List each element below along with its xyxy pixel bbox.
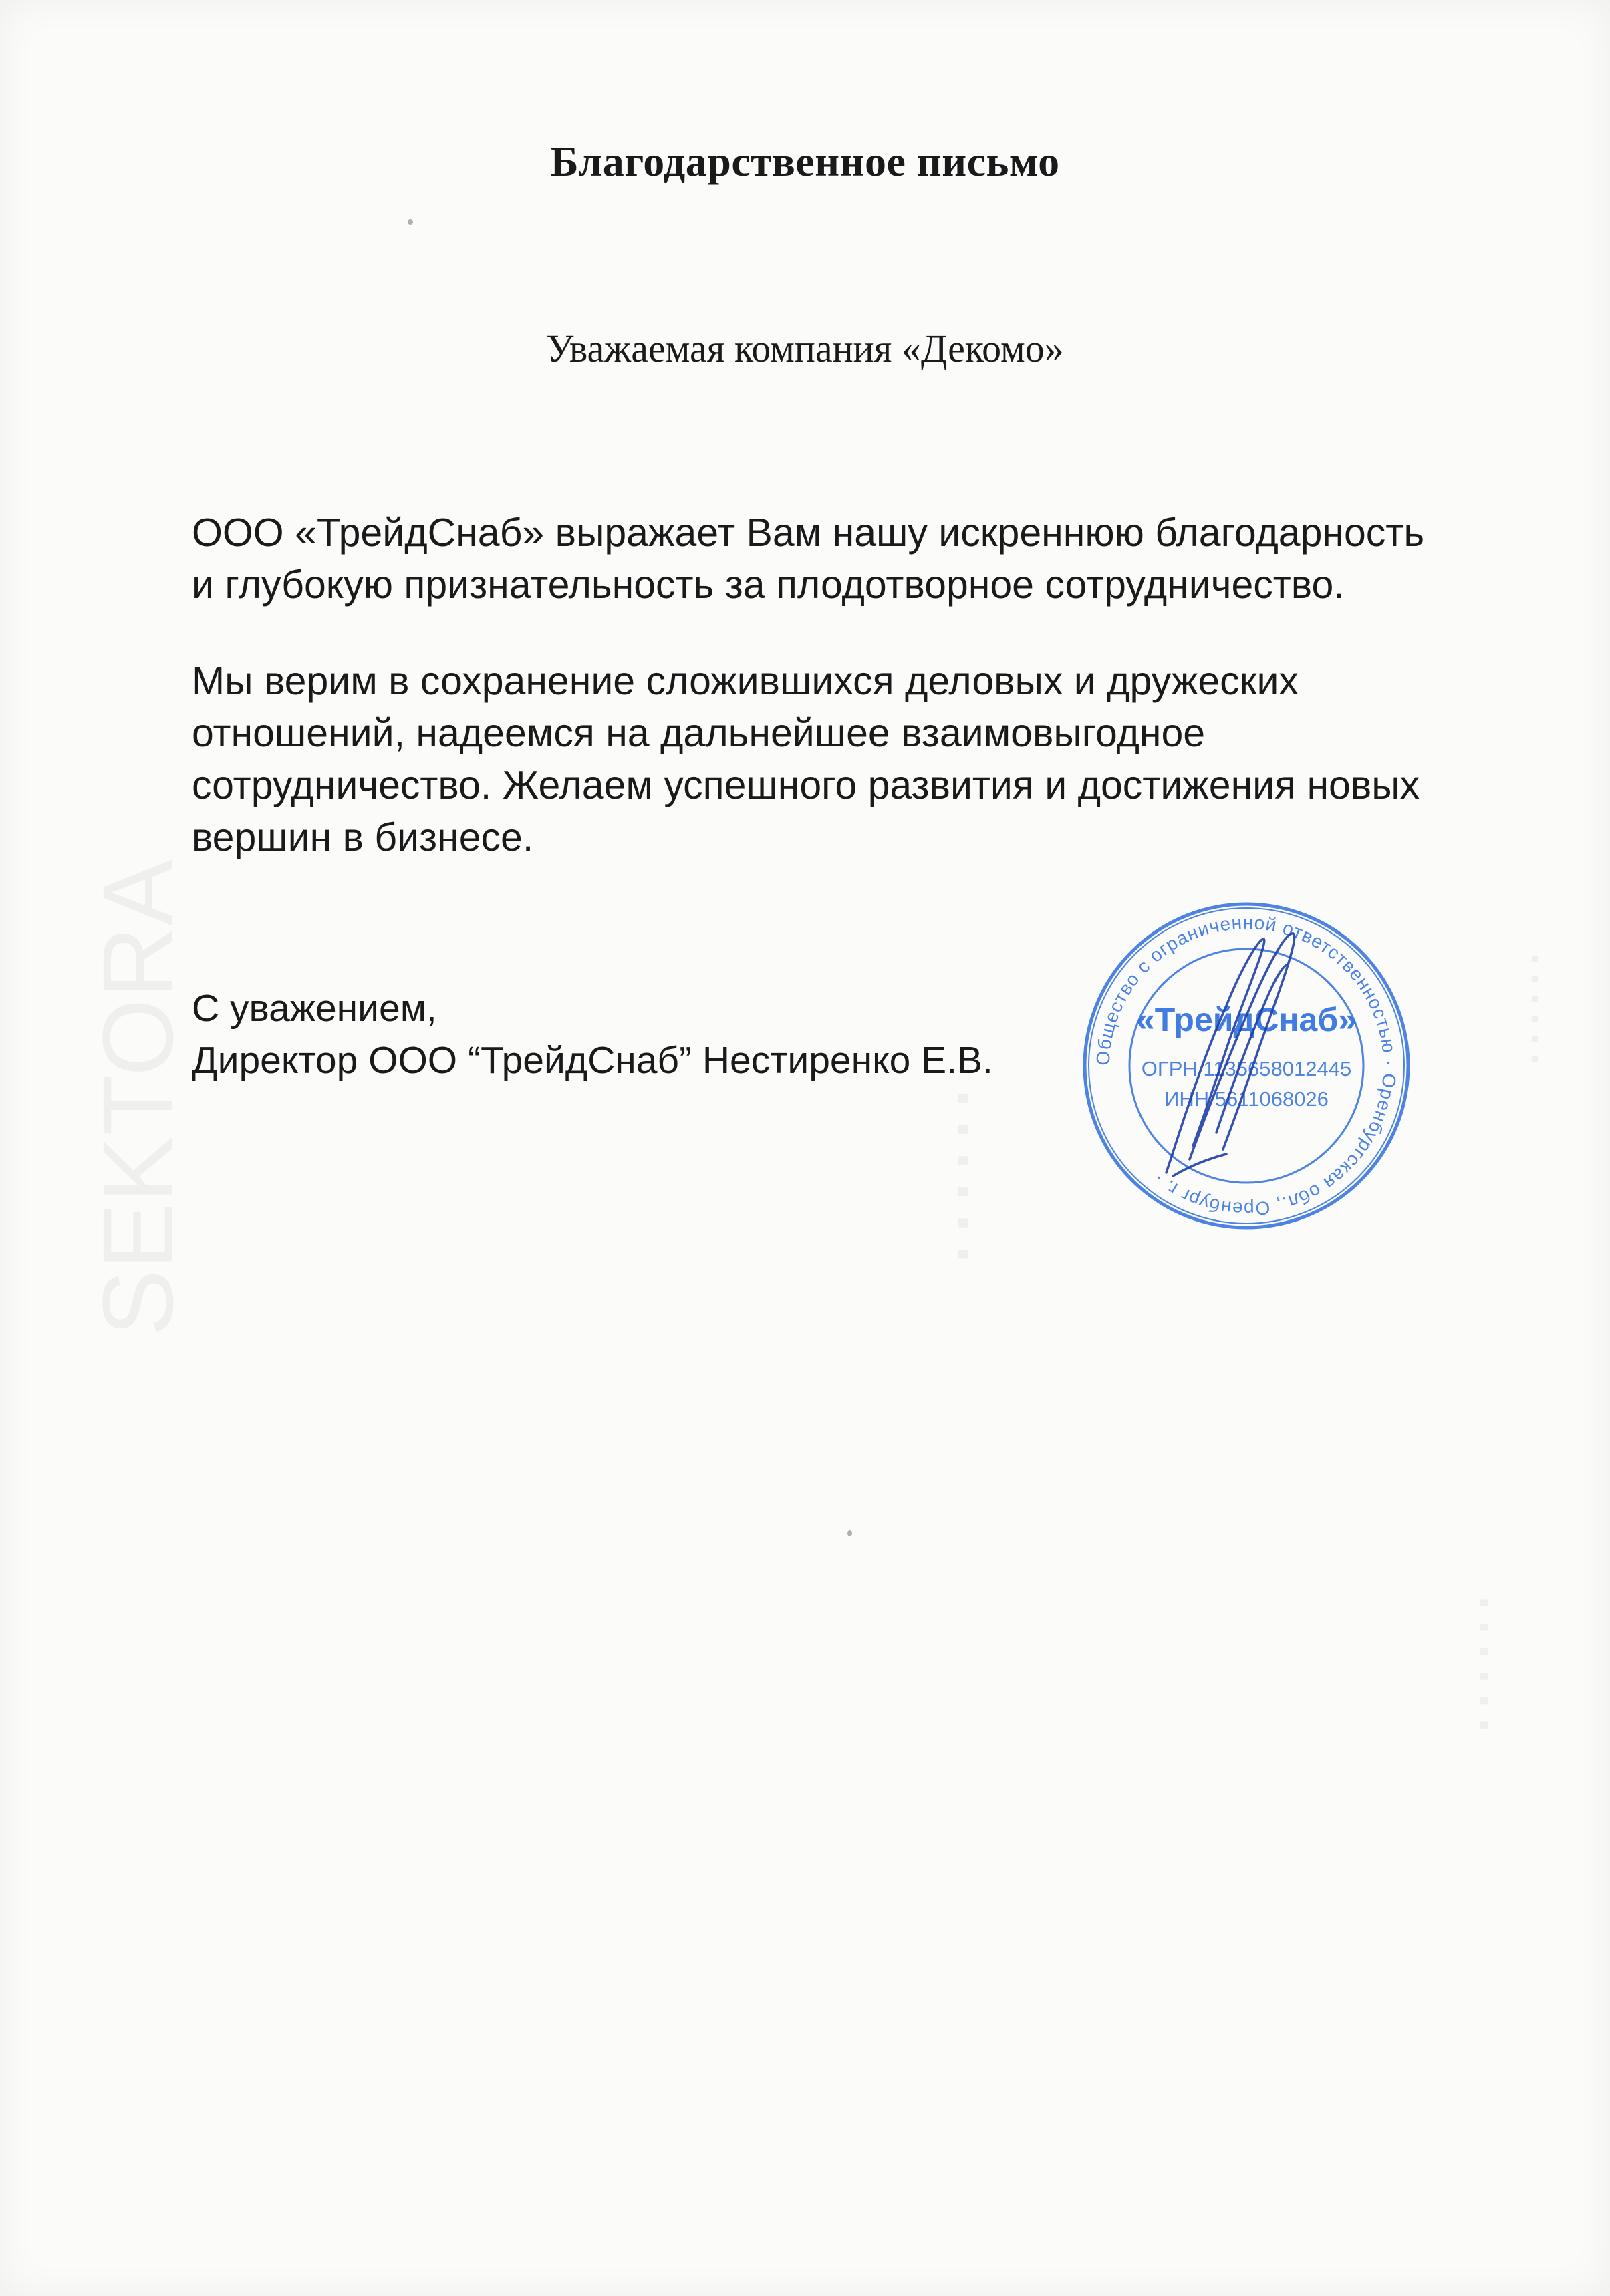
scan-speck (408, 219, 413, 225)
closing-phrase: С уважением, (192, 987, 437, 1030)
scan-speck (847, 1530, 852, 1536)
paragraph-line: и глубокую признательность за плодотворное сотрудничество. (192, 563, 1345, 607)
seal-ogrn: ОГРН 1135658012445 (1141, 1057, 1352, 1081)
seal-ring-text: Общество с ограниченной ответственностью · Оренбургская обл., Оренбург г. · (1092, 911, 1401, 1220)
handwritten-signature (1166, 934, 1295, 1176)
paragraph-wishes (192, 655, 1528, 863)
paragraph-line: Мы верим в сохранение сложившихся деловых и дружеских (192, 659, 1299, 703)
company-seal (1073, 892, 1420, 1240)
paragraph-line: ООО «ТрейдСнаб» выражает Вам нашу искреннюю благодарность (192, 511, 1425, 555)
paragraph-line: сотрудничество. Желаем успешного развития и достижения новых (192, 763, 1420, 807)
paragraph-line: отношений, надеемся на дальнейшее взаимовыгодное (192, 711, 1206, 755)
paragraph-gratitude (192, 507, 1528, 611)
bleed-through-texture (80, 859, 196, 1336)
closing-block (192, 982, 993, 1087)
bleed-through-texture (1497, 949, 1566, 1069)
letter-greeting: Уважаемая компания «Декомо» (546, 327, 1064, 370)
seal-inn: ИНН 5611068026 (1164, 1087, 1329, 1111)
bleed-through-texture (902, 1083, 1011, 1270)
seal-company-name: «ТрейдСнаб» (1135, 1001, 1357, 1038)
paragraph-line: вершин в бизнесе. (192, 815, 534, 859)
letter-title: Благодарственное письмо (550, 138, 1060, 185)
bleed-through-texture (1437, 1590, 1522, 1737)
signatory-line: Директор ООО “ТрейдСнаб” Нестиренко Е.В. (192, 1039, 993, 1082)
